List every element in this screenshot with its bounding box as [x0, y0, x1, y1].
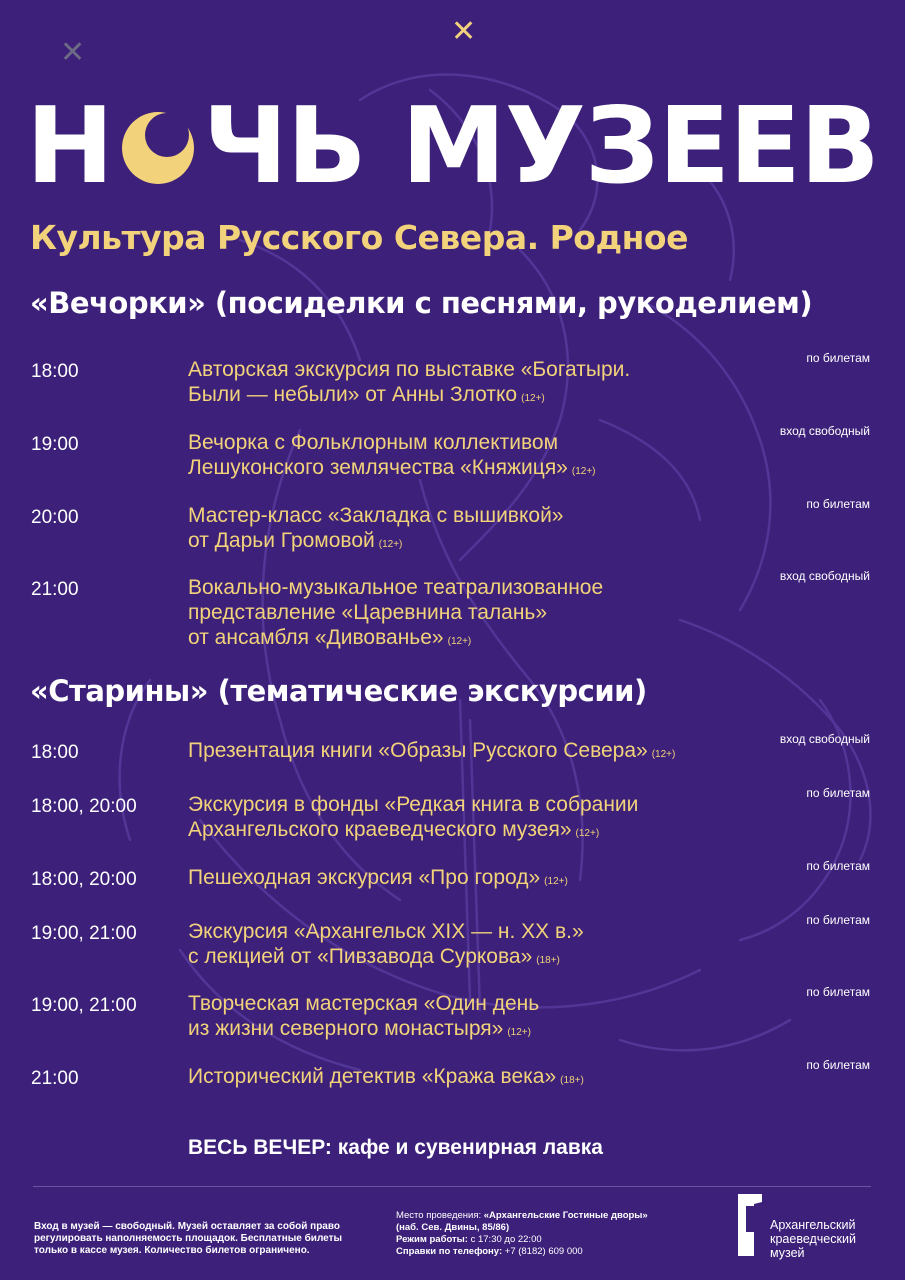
event-access: по билетам: [806, 985, 870, 999]
logo-text-line: музей: [770, 1246, 805, 1260]
event-access: вход свободный: [779, 569, 870, 583]
event-access: по билетам: [806, 1058, 870, 1072]
museum-logo: [734, 1192, 874, 1264]
event-time: 18:00, 20:00: [31, 869, 137, 890]
event-title-line: Авторская экскурсия по выставке «Богатыри.: [188, 358, 631, 381]
title-text-end: ЧЬ МУЗЕЕВ: [202, 84, 879, 207]
event-time: 18:00: [31, 361, 79, 382]
museum-logo-text: [770, 1218, 856, 1260]
event-title-line: от Дарьи Громовой: [188, 529, 375, 552]
poster-subtitle: Культура Русского Севера. Родное: [30, 218, 688, 257]
age-rating: (18+): [536, 955, 560, 966]
venue-info: [396, 1210, 696, 1258]
event-title: [188, 575, 758, 654]
phone-value: +7 (8182) 609 000: [504, 1246, 583, 1257]
venue-label: Место проведения:: [396, 1210, 482, 1221]
all-evening-note: ВЕСЬ ВЕЧЕР: кафе и сувенирная лавка: [188, 1136, 603, 1159]
event-title-line: Лешуконского землячества «Княжиця»: [188, 456, 568, 479]
event-title-line: из жизни северного монастыря»: [188, 1017, 504, 1040]
age-rating: (12+): [521, 393, 545, 404]
event-title-line: Архангельского краеведческого музея»: [188, 818, 572, 841]
event-title-line: Исторический детектив «Кража века»: [188, 1065, 557, 1088]
poster-title: [26, 84, 886, 207]
event-title-line: с лекцией от «Пивзавода Суркова»: [188, 945, 533, 968]
age-rating: (12+): [575, 828, 600, 839]
entry-notice-line: только в кассе музея. Количество билетов ограничено.: [34, 1245, 310, 1256]
event-title-line: Были — небыли» от Анны Злотко: [188, 383, 518, 406]
event-title: [188, 1064, 758, 1093]
entry-notice-line: Вход в музей — свободный. Музей оставляет за собой право: [34, 1221, 340, 1232]
event-title-line: Творческая мастерская «Один день: [188, 992, 540, 1015]
event-time: 20:00: [31, 507, 79, 528]
event-access: по билетам: [806, 859, 870, 873]
event-time: 19:00, 21:00: [31, 923, 137, 944]
entry-notice-line: регулировать наполняемость площадок. Бесплатные билеты: [34, 1233, 343, 1244]
museum-logo-icon: [734, 1192, 766, 1258]
event-title-line: Мастер-класс «Закладка с вышивкой»: [188, 504, 564, 527]
event-title: [188, 792, 758, 846]
hours-label: Режим работы:: [396, 1234, 468, 1245]
event-title: [188, 357, 758, 411]
logo-text-line: Архангельский: [770, 1218, 856, 1232]
age-rating: (12+): [378, 539, 403, 550]
event-title-line: Экскурсия в фонды «Редкая книга в собрании: [188, 793, 639, 816]
event-title-line: Вокально-музыкальное театрализованное: [188, 576, 604, 599]
venue-name: «Архангельские Гостиные дворы»: [483, 1210, 648, 1221]
age-rating: (12+): [507, 1027, 531, 1038]
decorative-cross-icon: ✕: [60, 35, 86, 70]
entry-notice: [34, 1221, 364, 1257]
event-access: вход свободный: [779, 424, 870, 438]
event-time: 18:00: [31, 742, 79, 763]
event-title-line: от ансамбля «Дивованье»: [188, 626, 444, 649]
section-heading-stariny: «Старины» (тематические экскурсии): [30, 674, 647, 708]
event-access: вход свободный: [779, 732, 870, 746]
footer-divider: [33, 1186, 871, 1187]
event-title: [188, 919, 758, 973]
title-text-start: Н: [26, 84, 113, 207]
decorative-cross-icon: ✕: [451, 14, 477, 49]
hours-value: с 17:30 до 22:00: [470, 1234, 542, 1245]
age-rating: (12+): [571, 466, 596, 477]
event-title-line: Пешеходная экскурсия «Про город»: [188, 866, 541, 889]
event-title-line: представление «Царевнина талань»: [188, 601, 548, 624]
event-time: 19:00: [31, 434, 79, 455]
event-title-line: Экскурсия «Архангельск XIX — н. XX в.»: [188, 920, 584, 943]
crescent-moon-icon: [117, 105, 199, 187]
event-time: 21:00: [31, 1068, 79, 1089]
event-time: 18:00, 20:00: [31, 796, 137, 817]
venue-address: (наб. Сев. Двины, 85/86): [396, 1222, 510, 1233]
age-rating: (12+): [651, 749, 676, 760]
event-title-line: Презентация книги «Образы Русского Севера»: [188, 739, 648, 762]
event-title-line: Вечорка с Фольклорным коллективом: [188, 431, 559, 454]
age-rating: (18+): [560, 1075, 584, 1086]
event-title: [188, 991, 758, 1045]
section-heading-vechorki: «Вечорки» (посиделки с песнями, рукоделием): [30, 286, 813, 320]
event-time: 19:00, 21:00: [31, 995, 137, 1016]
event-title: [188, 503, 758, 557]
event-title: [188, 865, 758, 894]
event-access: по билетам: [806, 913, 870, 927]
logo-text-line: краеведческий: [770, 1232, 856, 1246]
event-access: по билетам: [806, 351, 870, 365]
event-access: по билетам: [806, 497, 870, 511]
event-time: 21:00: [31, 579, 79, 600]
age-rating: (12+): [447, 636, 472, 647]
event-title: [188, 738, 758, 767]
age-rating: (12+): [544, 876, 568, 887]
phone-label: Справки по телефону:: [396, 1246, 503, 1257]
event-title: [188, 430, 758, 484]
event-access: по билетам: [806, 786, 870, 800]
